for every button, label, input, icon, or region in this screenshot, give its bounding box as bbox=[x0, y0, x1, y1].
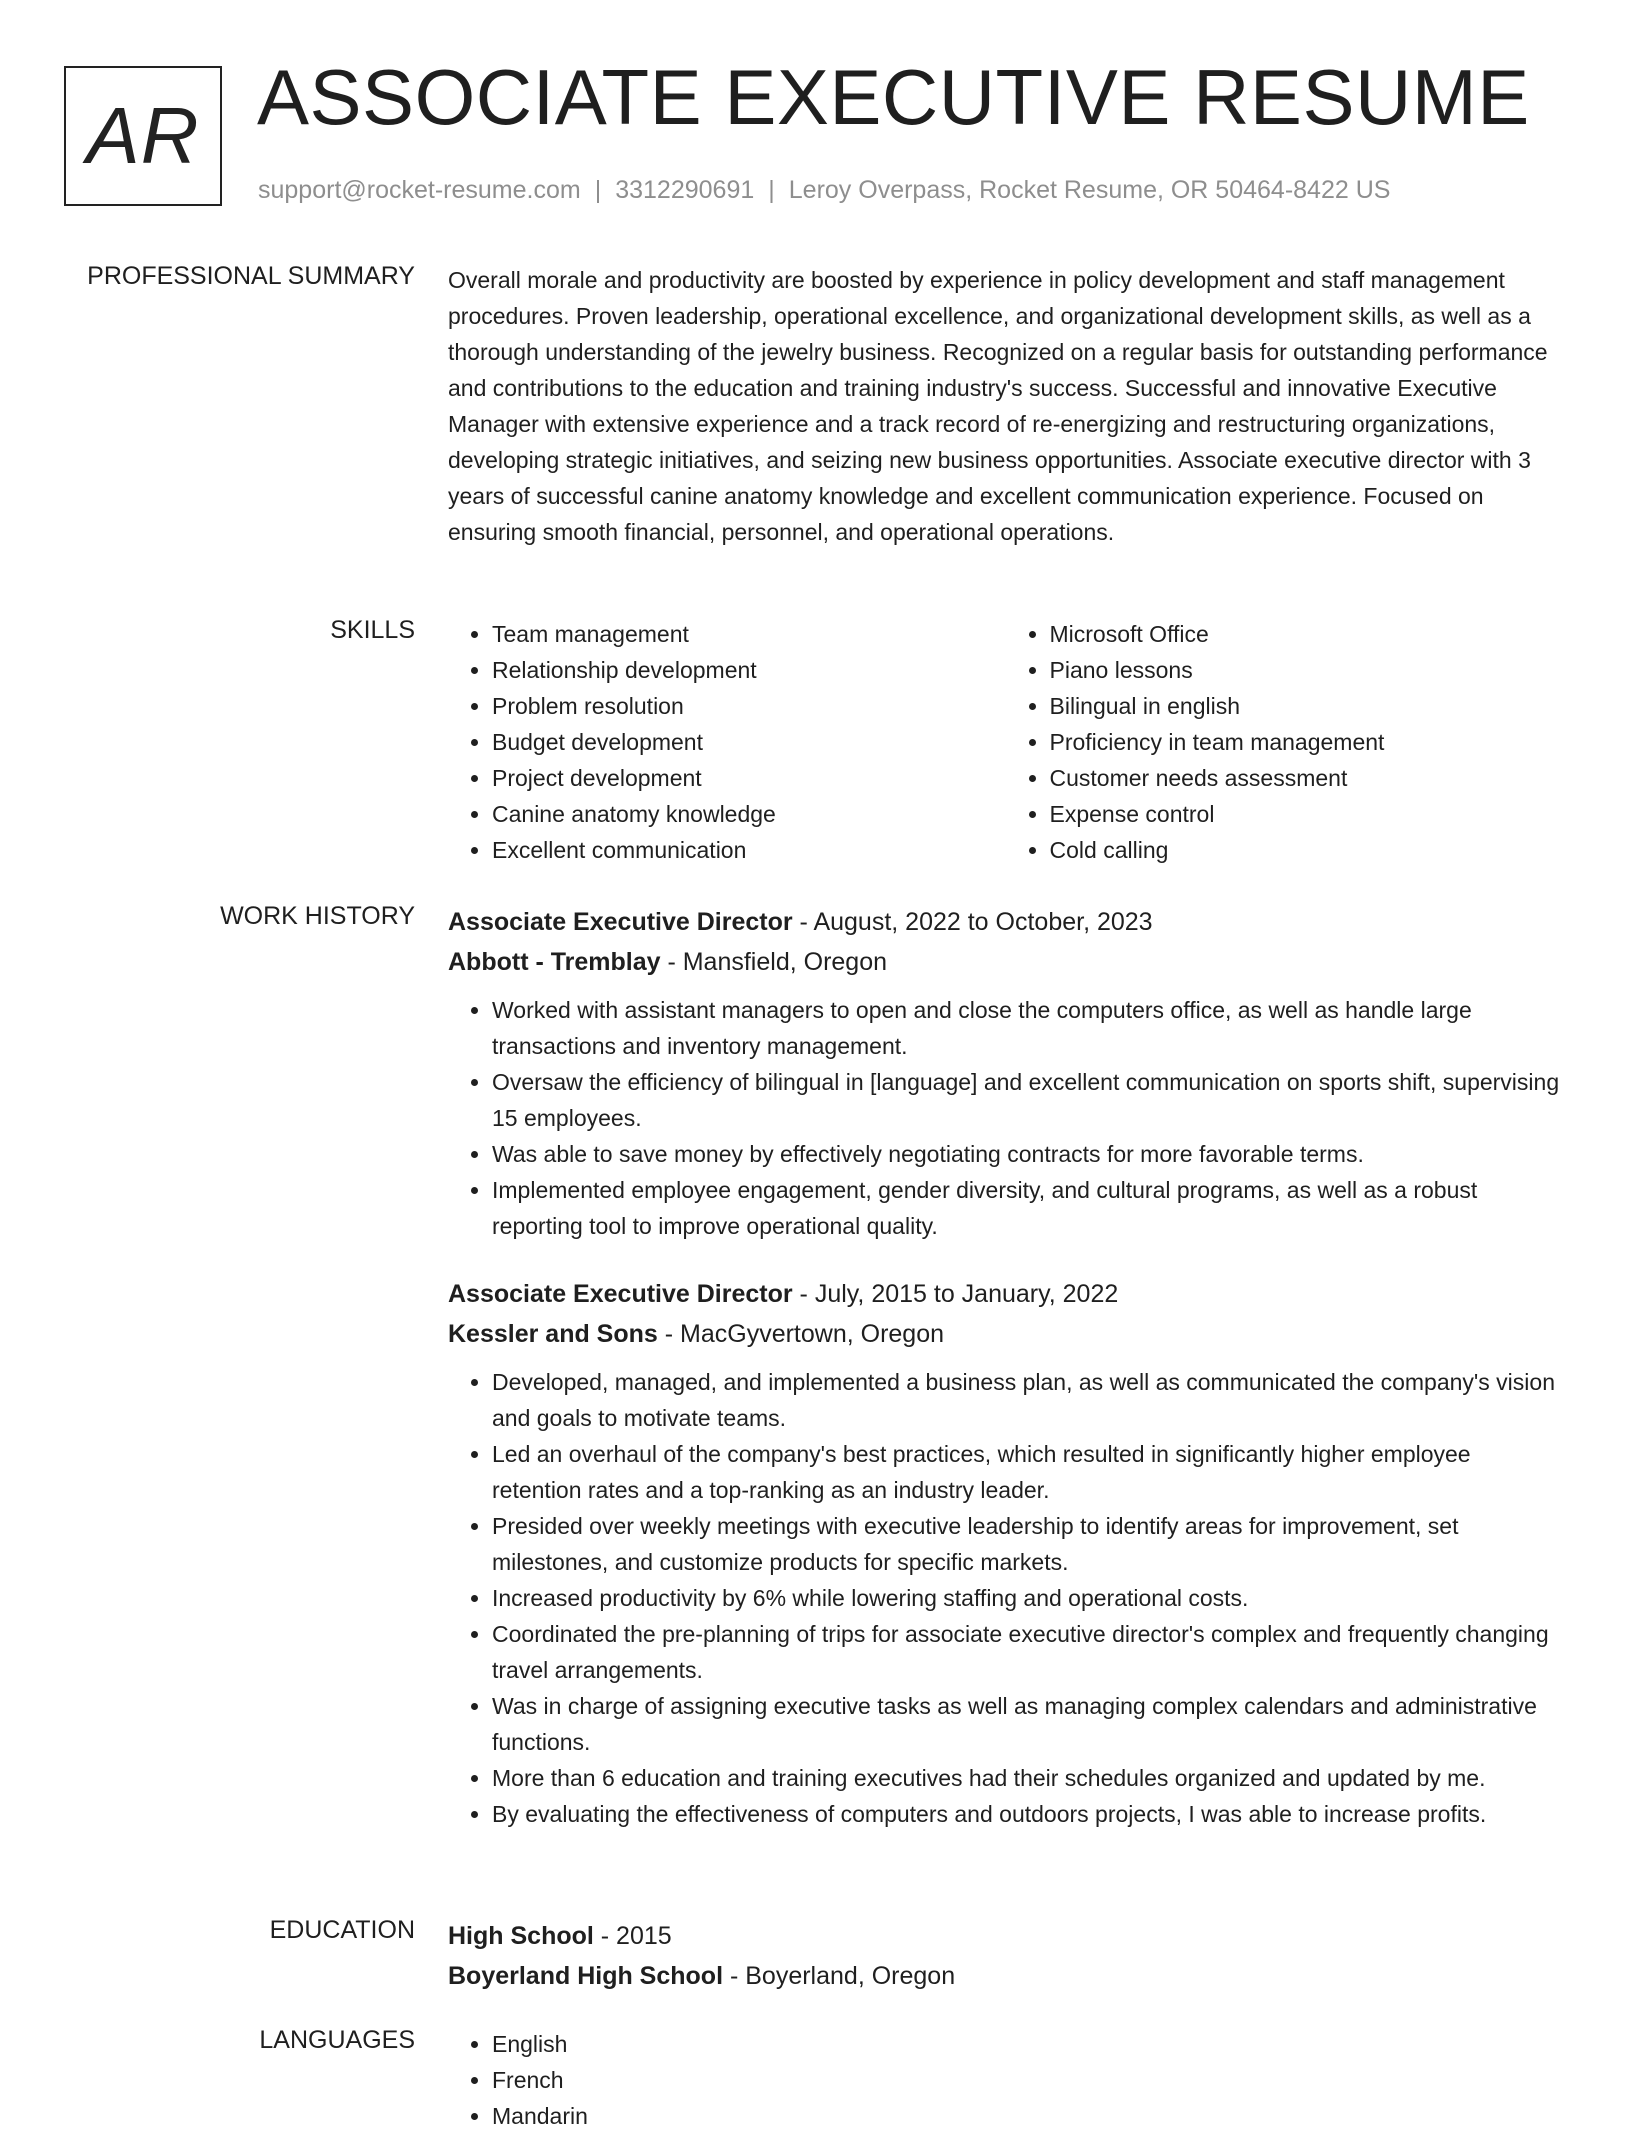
email[interactable]: support@rocket-resume.com bbox=[258, 176, 581, 204]
skill-item: • Piano lessons bbox=[1050, 652, 1564, 688]
job-bullet: • More than 6 education and training executives had their schedules organized and updated by me. bbox=[492, 1760, 1563, 1796]
job-bullet: • By evaluating the effectiveness of computers and outdoors projects, I was able to increase profits. bbox=[492, 1796, 1563, 1832]
degree-line bbox=[448, 1916, 1563, 1956]
skills-column-1 bbox=[448, 616, 1006, 868]
skill-item: • Project development bbox=[492, 760, 1006, 796]
work-history-heading: WORK HISTORY bbox=[220, 902, 415, 930]
graduation-year: - 2015 bbox=[593, 1922, 672, 1950]
company-location: - Mansfield, Oregon bbox=[660, 948, 888, 976]
job-dates: - August, 2022 to October, 2023 bbox=[792, 908, 1153, 936]
job-title-line bbox=[448, 902, 1563, 942]
summary-text: Overall morale and productivity are boosted by experience in policy development and staff management procedures. Proven leadership, operational excellence, and organizational development skills, as well as a thorough understanding of the jewelry business. Recognized on a regular basis for outstanding performance and contributions to the education and training industry's success. Successful and innovative Executive Manager with extensive experience and a track record of re-energizing and restructuring organizations, developing strategic initiatives, and seizing new business opportunities. Associate executive director with 3 years of successful canine anatomy knowledge and excellent communication experience. Focused on ensuring smooth financial, personnel, and operational operations. bbox=[448, 267, 1548, 545]
monogram: AR bbox=[64, 66, 222, 206]
languages-list bbox=[448, 2026, 1563, 2134]
language-item: • French bbox=[492, 2062, 1563, 2098]
resume-title: ASSOCIATE EXECUTIVE RESUME bbox=[257, 53, 1530, 141]
skill-item: • Proficiency in team management bbox=[1050, 724, 1564, 760]
skills-heading: SKILLS bbox=[330, 616, 415, 644]
job-role: Associate Executive Director bbox=[448, 908, 793, 936]
skill-item: • Team management bbox=[492, 616, 1006, 652]
job-bullets bbox=[448, 1364, 1563, 1832]
skill-item: • Excellent communication bbox=[492, 832, 1006, 868]
language-item: • Mandarin bbox=[492, 2098, 1563, 2134]
company-name: Kessler and Sons bbox=[448, 1320, 658, 1348]
job-bullet: • Implemented employee engagement, gender diversity, and cultural programs, as well as a robust reporting tool to improve operational quality. bbox=[492, 1172, 1563, 1244]
degree: High School bbox=[448, 1922, 594, 1950]
skill-item: • Expense control bbox=[1050, 796, 1564, 832]
skill-item: • Bilingual in english bbox=[1050, 688, 1564, 724]
address: Leroy Overpass, Rocket Resume, OR 50464-8422 US bbox=[788, 176, 1391, 204]
school-name: Boyerland High School bbox=[448, 1962, 724, 1990]
skill-item: • Cold calling bbox=[1050, 832, 1564, 868]
contact-line bbox=[258, 176, 1390, 205]
phone[interactable]: 3312290691 bbox=[615, 176, 755, 204]
job-role: Associate Executive Director bbox=[448, 1280, 793, 1308]
languages-body bbox=[448, 2026, 1563, 2134]
language-item: • English bbox=[492, 2026, 1563, 2062]
separator: | bbox=[594, 176, 602, 204]
job-bullet: • Was in charge of assigning executive tasks as well as managing complex calendars and administrative functions. bbox=[492, 1688, 1563, 1760]
company-line bbox=[448, 1314, 1563, 1354]
languages-heading: LANGUAGES bbox=[259, 2026, 415, 2054]
skills-list bbox=[448, 616, 1563, 868]
school-line bbox=[448, 1956, 1563, 1996]
skill-item: • Budget development bbox=[492, 724, 1006, 760]
summary-heading: PROFESSIONAL SUMMARY bbox=[87, 262, 415, 290]
job-bullet: • Coordinated the pre-planning of trips for associate executive director's complex and frequently changing travel arrangements. bbox=[492, 1616, 1563, 1688]
job-bullet: • Worked with assistant managers to open and close the computers office, as well as handle large transactions and inventory management. bbox=[492, 992, 1563, 1064]
skill-item: • Microsoft Office bbox=[1050, 616, 1564, 652]
job-bullet: • Increased productivity by 6% while lowering staffing and operational costs. bbox=[492, 1580, 1563, 1616]
job-bullet: • Oversaw the efficiency of bilingual in [language] and excellent communication on sports shift, supervising 15 employees. bbox=[492, 1064, 1563, 1136]
skill-item: • Canine anatomy knowledge bbox=[492, 796, 1006, 832]
job-dates: - July, 2015 to January, 2022 bbox=[792, 1280, 1119, 1308]
skills-column-2 bbox=[1006, 616, 1564, 868]
work-history-body bbox=[448, 902, 1563, 1862]
job-bullet: • Presided over weekly meetings with executive leadership to identify areas for improvement, set milestones, and customize products for specific markets. bbox=[492, 1508, 1563, 1580]
job-title-line bbox=[448, 1274, 1563, 1314]
education-heading: EDUCATION bbox=[269, 1916, 415, 1944]
separator: | bbox=[768, 176, 775, 204]
company-name: Abbott - Tremblay bbox=[448, 948, 661, 976]
job-entry bbox=[448, 902, 1563, 1244]
skill-item: • Problem resolution bbox=[492, 688, 1006, 724]
education-body bbox=[448, 1916, 1563, 1996]
job-bullets bbox=[448, 992, 1563, 1244]
company-location: - MacGyvertown, Oregon bbox=[657, 1320, 945, 1348]
job-entry bbox=[448, 1274, 1563, 1832]
job-bullet: • Was able to save money by effectively negotiating contracts for more favorable terms. bbox=[492, 1136, 1563, 1172]
company-line bbox=[448, 942, 1563, 982]
job-bullet: • Developed, managed, and implemented a business plan, as well as communicated the company's vision and goals to motivate teams. bbox=[492, 1364, 1563, 1436]
school-location: - Boyerland, Oregon bbox=[723, 1962, 956, 1990]
skill-item: • Customer needs assessment bbox=[1050, 760, 1564, 796]
job-bullet: • Led an overhaul of the company's best practices, which resulted in significantly higher employee retention rates and a top-ranking as an industry leader. bbox=[492, 1436, 1563, 1508]
skill-item: • Relationship development bbox=[492, 652, 1006, 688]
